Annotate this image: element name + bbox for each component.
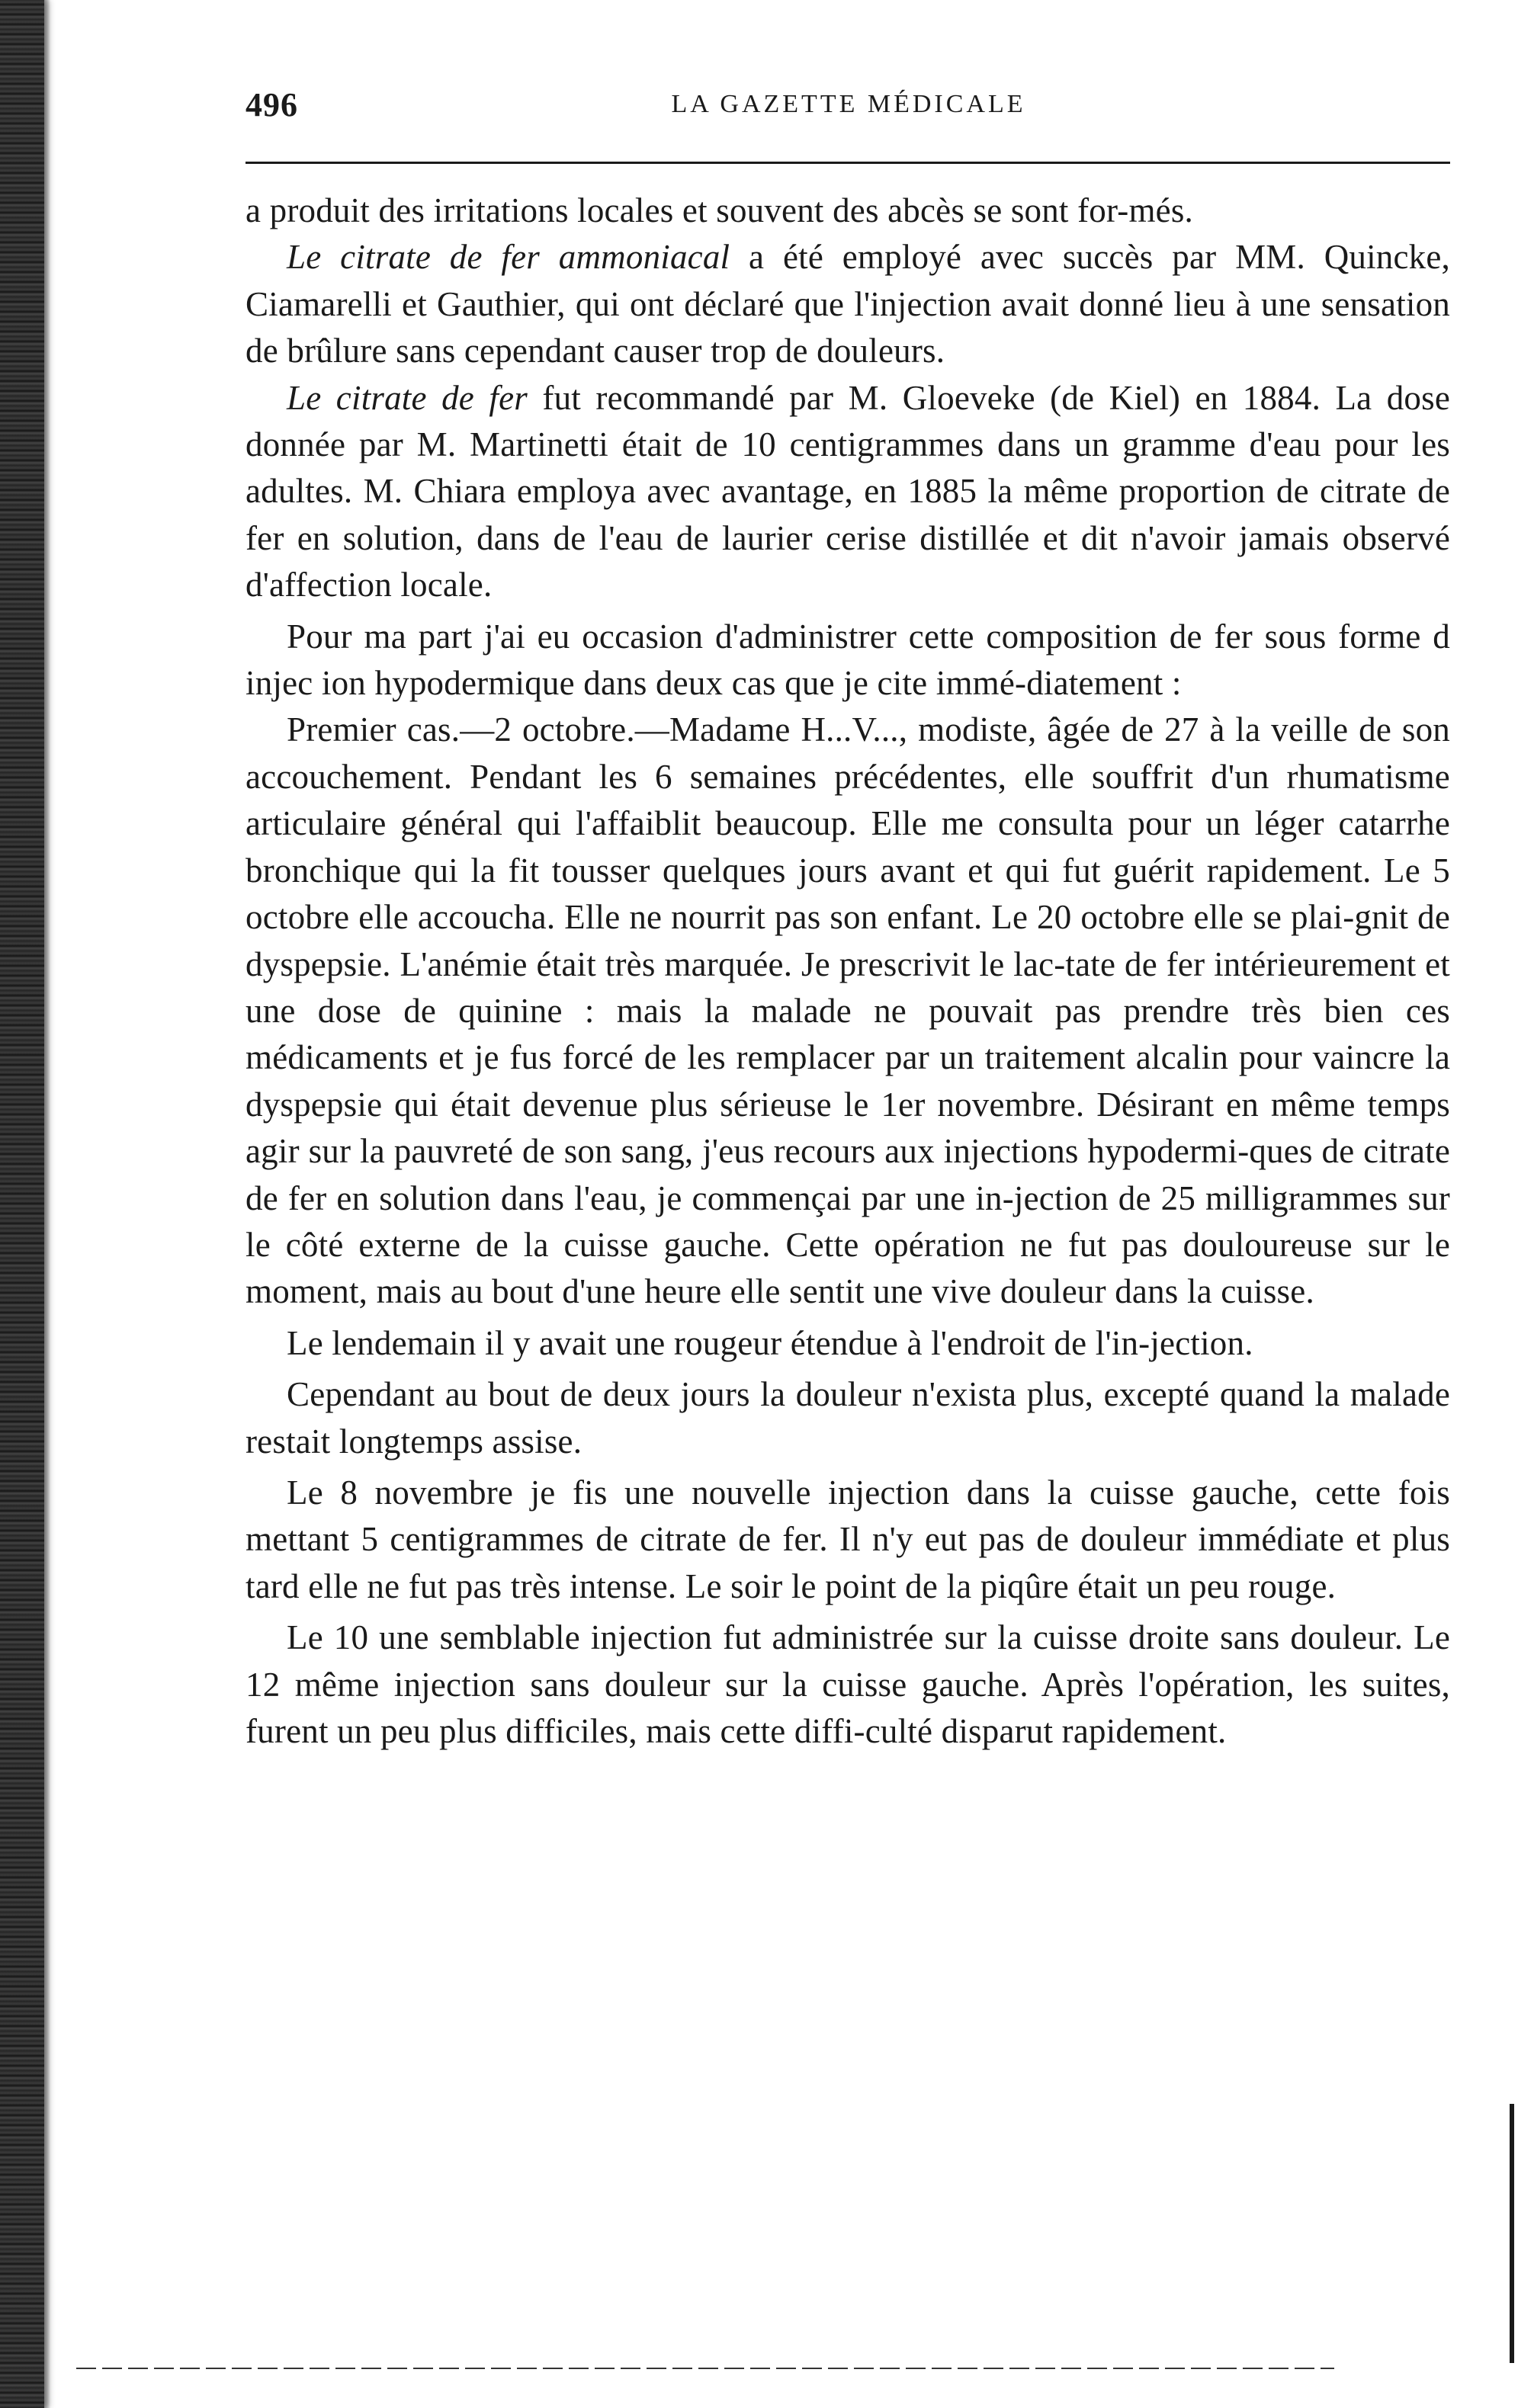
paragraph-text: fut recommandé par M. Gloeveke (de Kiel) en 1884. La dose donnée par M. Martinetti était de 10 centigrammes dans un gramme d'eau pour les adultes. M. Chiara employa avec avantage, en 1885 la même proportion de citrate de fer en solution, dans de l'eau de laurier cerise distillée et dit n'avoir jamais observé d'affection locale. — [246, 378, 1451, 604]
paragraph-text: Le 8 novembre je fis une nouvelle injection dans la cuisse gauche, cette fois mettant 5 centigrammes de citrate de fer. Il n'y eut pas de douleur immédiate et plus tard elle ne fut pas très intense. Le soir le point de la piqûre était un peu rouge. — [246, 1473, 1450, 1605]
paragraph — [246, 188, 1450, 234]
paragraph — [246, 1470, 1450, 1610]
scan-bottom-edge — [76, 2368, 1334, 2369]
paragraph — [246, 234, 1450, 374]
paragraph — [246, 614, 1450, 707]
paragraph — [246, 1320, 1450, 1367]
paragraph-text: Pour ma part j'ai eu occasion d'administrer cette composition de fer sous forme d injec ion hypodermique dans deux cas que je cite immé-diatement : — [246, 617, 1450, 703]
scan-binding-shadow — [0, 0, 44, 2408]
paragraph-text: Le lendemain il y avait une rougeur étendue à l'endroit de l'in-jection. — [287, 1323, 1253, 1362]
header-rule — [246, 162, 1450, 164]
page-number: 496 — [246, 86, 298, 123]
paragraph — [246, 1371, 1450, 1465]
running-title: LA GAZETTE MÉDICALE — [671, 90, 1026, 118]
paragraph-text: Le 10 une semblable injection fut administrée sur la cuisse droite sans douleur. Le 12 même injection sans douleur sur la cuisse gauche. Après l'opération, les suites, furent un peu plus difficiles, mais cette diffi-culté disparut rapidement. — [246, 1618, 1450, 1750]
paragraph-text: Premier cas.—2 octobre.—Madame H...V..., modiste, âgée de 27 à la veille de son accouchement. Pendant les 6 semaines précédentes, elle souffrit d'un rhumatisme articulaire général qui l'affaiblit beaucoup. Elle me consulta pour un léger catarrhe bronchique qui la fit tousser quelques jours avant et qui fut guérit rapidement. Le 5 octobre elle accoucha. Elle ne nourrit pas son enfant. Le 20 octobre elle se plai-gnit de dyspepsie. L'anémie était très marquée. Je prescrivit le lac-tate de fer intérieurement et une dose de quinine : mais la malade ne pouvait pas prendre très bien ces médicaments et je fus forcé de les remplacer par un traitement alcalin pour vaincre la dyspepsie qui était devenue plus sérieuse le 1er novembre. Désirant en même temps agir sur la pauvreté de son sang, j'eus recours aux injections hypodermi-ques de citrate de fer en solution dans l'eau, je commençai par une in-jection de 25 milligrammes sur le côté externe de la cuisse gauche. Cette opération ne fut pas douloureuse sur le moment, mais au bout d'une heure elle sentit une vive douleur dans la cuisse. — [246, 710, 1450, 1311]
paragraph — [246, 375, 1450, 609]
scan-edge-mark — [1510, 2104, 1514, 2363]
paragraph-text: Cependant au bout de deux jours la douleur n'exista plus, excepté quand la malade restait longtemps assise. — [246, 1375, 1450, 1461]
paragraph-text: a été employé avec succès par MM. Quincke, Ciamarelli et Gauthier, qui ont déclaré que l'injection avait donné lieu à une sensation de brûlure sans cependant causer trop de douleurs. — [246, 238, 1451, 370]
paragraph-text: a produit des irritations locales et souvent des abcès se sont for-més. — [246, 191, 1193, 229]
paragraph-italic-term: Le citrate de fer — [287, 378, 528, 417]
paragraph — [246, 1614, 1450, 1755]
paragraph-italic-term: Le citrate de fer ammoniacal — [287, 238, 730, 277]
page-header — [246, 85, 1452, 131]
paragraph — [246, 707, 1450, 1315]
body-text — [246, 188, 1450, 1755]
